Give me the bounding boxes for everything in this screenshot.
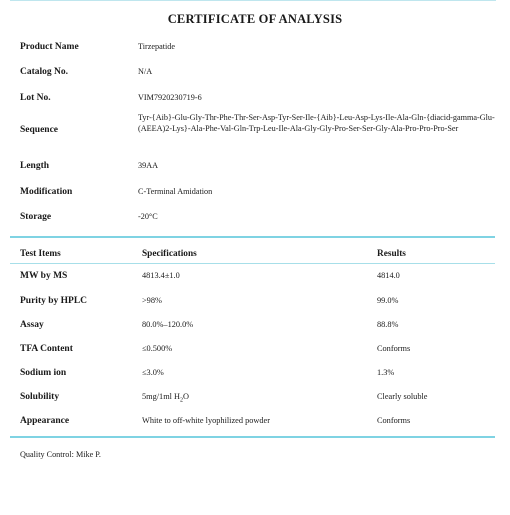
info-label: Sequence xyxy=(20,125,58,135)
test-result: 99.0% xyxy=(377,296,399,305)
test-item: Appearance xyxy=(20,416,70,426)
spec-text: 5mg/1ml H xyxy=(142,392,181,401)
test-spec: 4813.4±1.0 xyxy=(142,271,180,280)
qc-label: Quality Control: xyxy=(20,450,74,459)
header-specifications: Specifications xyxy=(142,249,197,259)
test-item: MW by MS xyxy=(20,271,68,281)
header-test-items: Test Items xyxy=(20,249,61,259)
top-border xyxy=(10,0,496,1)
test-item: TFA Content xyxy=(20,344,73,354)
info-value: C-Terminal Amidation xyxy=(138,187,213,196)
test-spec: >98% xyxy=(142,296,162,305)
spec-subscript: 2 xyxy=(180,397,184,404)
info-label: Catalog No. xyxy=(20,67,69,77)
header-divider xyxy=(10,263,495,264)
test-item: Purity by HPLC xyxy=(20,296,88,306)
info-value: N/A xyxy=(138,67,153,76)
test-spec: ≤3.0% xyxy=(142,368,164,377)
spec-text: O xyxy=(183,392,190,401)
test-result: 1.3% xyxy=(377,368,395,377)
test-spec: 80.0%–120.0% xyxy=(142,320,194,329)
qc-name: Mike P. xyxy=(75,450,101,459)
quality-control xyxy=(20,450,101,459)
test-item: Assay xyxy=(20,320,44,330)
info-value: Tirzepatide xyxy=(138,42,175,51)
test-result: 4814.0 xyxy=(377,271,400,280)
info-label: Storage xyxy=(20,212,52,222)
info-label: Product Name xyxy=(20,42,79,52)
test-result: Conforms xyxy=(377,344,411,353)
test-spec: White to off-white lyophilized powder xyxy=(142,416,270,425)
test-result: Clearly soluble xyxy=(377,392,428,401)
test-result: 88.8% xyxy=(377,320,399,329)
info-label: Modification xyxy=(20,187,73,197)
header-results: Results xyxy=(377,249,406,259)
info-value: -20°C xyxy=(138,212,158,221)
test-item: Sodium ion xyxy=(20,368,67,378)
test-item: Solubility xyxy=(20,392,60,402)
info-value: 39AA xyxy=(138,161,159,170)
info-label: Length xyxy=(20,161,50,171)
sequence-value: Tyr-{Aib}-Glu-Gly-Thr-Phe-Thr-Ser-Asp-Tyr-Ser-Ile-{Aib}-Leu-Asp-Lys-Ile-Ala-Gln-{diacid-gamma-Glu-(AEEA)2-Lys}-Ala-Phe-Val-Gln-Trp-Leu-Ile-Ala-Gly-Gly-Pro-Ser-Ser-Gly-Ala-Pro-Pro-Pro-Ser xyxy=(138,113,495,133)
test-spec: ≤0.500% xyxy=(142,344,173,353)
test-spec xyxy=(142,392,189,404)
info-value: VIM7920230719-6 xyxy=(138,93,202,102)
info-label: Lot No. xyxy=(20,93,51,103)
test-result: Conforms xyxy=(377,416,411,425)
section-divider xyxy=(10,236,495,238)
document-title: CERTIFICATE OF ANALYSIS xyxy=(167,12,343,26)
table-bottom-divider xyxy=(10,436,495,438)
